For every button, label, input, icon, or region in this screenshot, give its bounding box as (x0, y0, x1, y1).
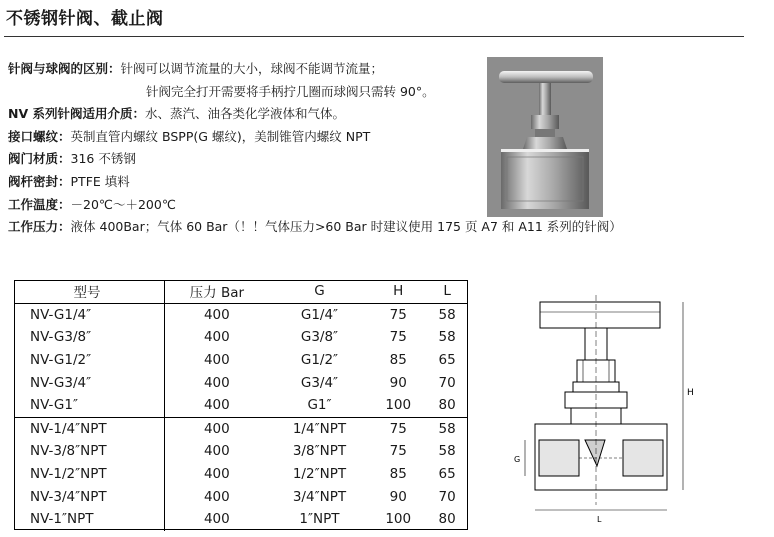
valve-technical-drawing (505, 290, 694, 535)
cell-pressure: 400 (203, 466, 230, 483)
spec-line-media (8, 103, 708, 126)
spec-value: 液体 400Bar；气体 60 Bar（！！气体压力>60 Bar 时建议使用 175 页 A7 和 A11 系列的针阀） (70, 219, 622, 235)
col-header-h: H (370, 280, 426, 303)
spec-value: 英制直管内螺纹 BSPP(G 螺纹)，美制锥管内螺纹 NPT (70, 128, 371, 144)
cell-pressure: 400 (203, 329, 230, 346)
cell-model: NV-G3/8″ (14, 326, 165, 349)
cell-pressure: 400 (203, 352, 230, 369)
col-header-g: G (269, 280, 371, 303)
cell-l: 70 (438, 488, 456, 505)
cell-g: G3/4″ (300, 374, 339, 391)
cell-l: 58 (438, 329, 456, 346)
table-row (14, 371, 468, 394)
title-divider (4, 36, 744, 37)
table-row (14, 349, 468, 372)
table-row (14, 394, 468, 417)
cell-h: 85 (389, 466, 407, 483)
cell-h: 100 (385, 397, 412, 414)
cell-g: 1/2″NPT (292, 466, 347, 483)
table-row (14, 326, 468, 349)
spec-label: 工作温度： (8, 196, 71, 212)
cell-pressure: 400 (203, 397, 230, 414)
table-row (14, 463, 468, 486)
spec-label: 针阀与球阀的区别： (8, 61, 121, 76)
spec-line-difference (8, 58, 708, 81)
spec-label: 工作压力： (8, 219, 71, 235)
cell-l: 58 (438, 306, 456, 323)
spec-line-pressure (8, 216, 708, 239)
cell-l: 65 (438, 466, 456, 483)
table-row (14, 508, 468, 531)
cell-model: NV-1/4″NPT (14, 417, 165, 440)
spec-table (14, 280, 468, 531)
cell-h: 75 (389, 329, 407, 346)
cell-g: G3/8″ (300, 329, 339, 346)
drawing-h-label: H (687, 388, 694, 398)
table-row (14, 485, 468, 508)
cell-model: NV-G1/2″ (14, 349, 165, 372)
cell-h: 75 (389, 306, 407, 323)
cell-l: 58 (426, 417, 468, 440)
col-header-l: L (426, 280, 468, 303)
cell-pressure: 400 (165, 417, 269, 440)
cell-l: 70 (438, 374, 456, 391)
cell-l: 58 (438, 443, 456, 460)
spec-value: PTFE 填料 (70, 173, 130, 189)
spec-line-thread (8, 126, 708, 149)
cell-g: G1/4″ (300, 306, 339, 323)
drawing-l-label: L (597, 515, 602, 524)
spec-value: 针阀可以调节流量的大小，球阀不能调节流量； (120, 61, 384, 76)
cell-model: NV-G1″ (14, 394, 165, 417)
cell-model: NV-G1/4″ (14, 303, 165, 326)
table-row (14, 303, 468, 326)
cell-pressure: 400 (203, 488, 230, 505)
spec-value: 316 不锈钢 (70, 151, 136, 167)
cell-h: 75 (389, 443, 407, 460)
cell-h: 75 (370, 417, 426, 440)
cell-g: 3/4″NPT (292, 488, 347, 505)
cell-model: NV-1″NPT (14, 508, 165, 531)
cell-l: 80 (438, 397, 456, 414)
spec-value: 针阀完全打开需要将手柄拧几圈而球阀只需转 90°。 (146, 83, 435, 99)
cell-h: 90 (389, 488, 407, 505)
cell-pressure: 400 (203, 306, 230, 323)
spec-list (8, 58, 708, 239)
table-row (14, 440, 468, 463)
cell-pressure: 400 (203, 511, 230, 528)
cell-model: NV-G3/4″ (14, 371, 165, 394)
cell-pressure: 400 (203, 443, 230, 460)
spec-line-temperature (8, 194, 708, 217)
table-header-row (14, 280, 468, 303)
page-title: 不锈钢针阀、截止阀 (6, 9, 164, 29)
cell-model: NV-3/4″NPT (14, 485, 165, 508)
valve-photo (487, 57, 603, 217)
cell-h: 85 (389, 352, 407, 369)
spec-label: 接口螺纹： (8, 128, 71, 144)
cell-model: NV-3/8″NPT (14, 440, 165, 463)
cell-l: 65 (438, 352, 456, 369)
col-header-pressure: 压力 Bar (165, 280, 269, 303)
spec-label: 阀杆密封： (8, 173, 71, 189)
spec-value: －20℃～＋200℃ (70, 196, 176, 212)
spec-line-seal (8, 171, 708, 194)
valve-photo-image (487, 57, 603, 217)
cell-l: 80 (438, 511, 456, 528)
spec-label: NV 系列针阀适用介质： (8, 106, 145, 122)
cell-pressure: 400 (203, 374, 230, 391)
drawing-g-label: G (514, 455, 521, 464)
cell-model: NV-1/2″NPT (14, 463, 165, 486)
cell-g: G1/2″ (300, 352, 339, 369)
cell-g: 1″NPT (299, 511, 340, 528)
spec-line-material (8, 148, 708, 171)
cell-g: 3/8″NPT (292, 443, 347, 460)
cell-g: 1/4″NPT (269, 417, 371, 440)
spec-line-difference-cont (8, 81, 708, 104)
cell-h: 90 (389, 374, 407, 391)
col-header-model: 型号 (14, 280, 165, 303)
table-row (14, 417, 468, 440)
cell-g: G1″ (307, 397, 332, 414)
spec-label: 阀门材质： (8, 151, 71, 167)
spec-value: 水、蒸汽、油各类化学液体和气体。 (145, 106, 346, 122)
cell-h: 100 (385, 511, 412, 528)
